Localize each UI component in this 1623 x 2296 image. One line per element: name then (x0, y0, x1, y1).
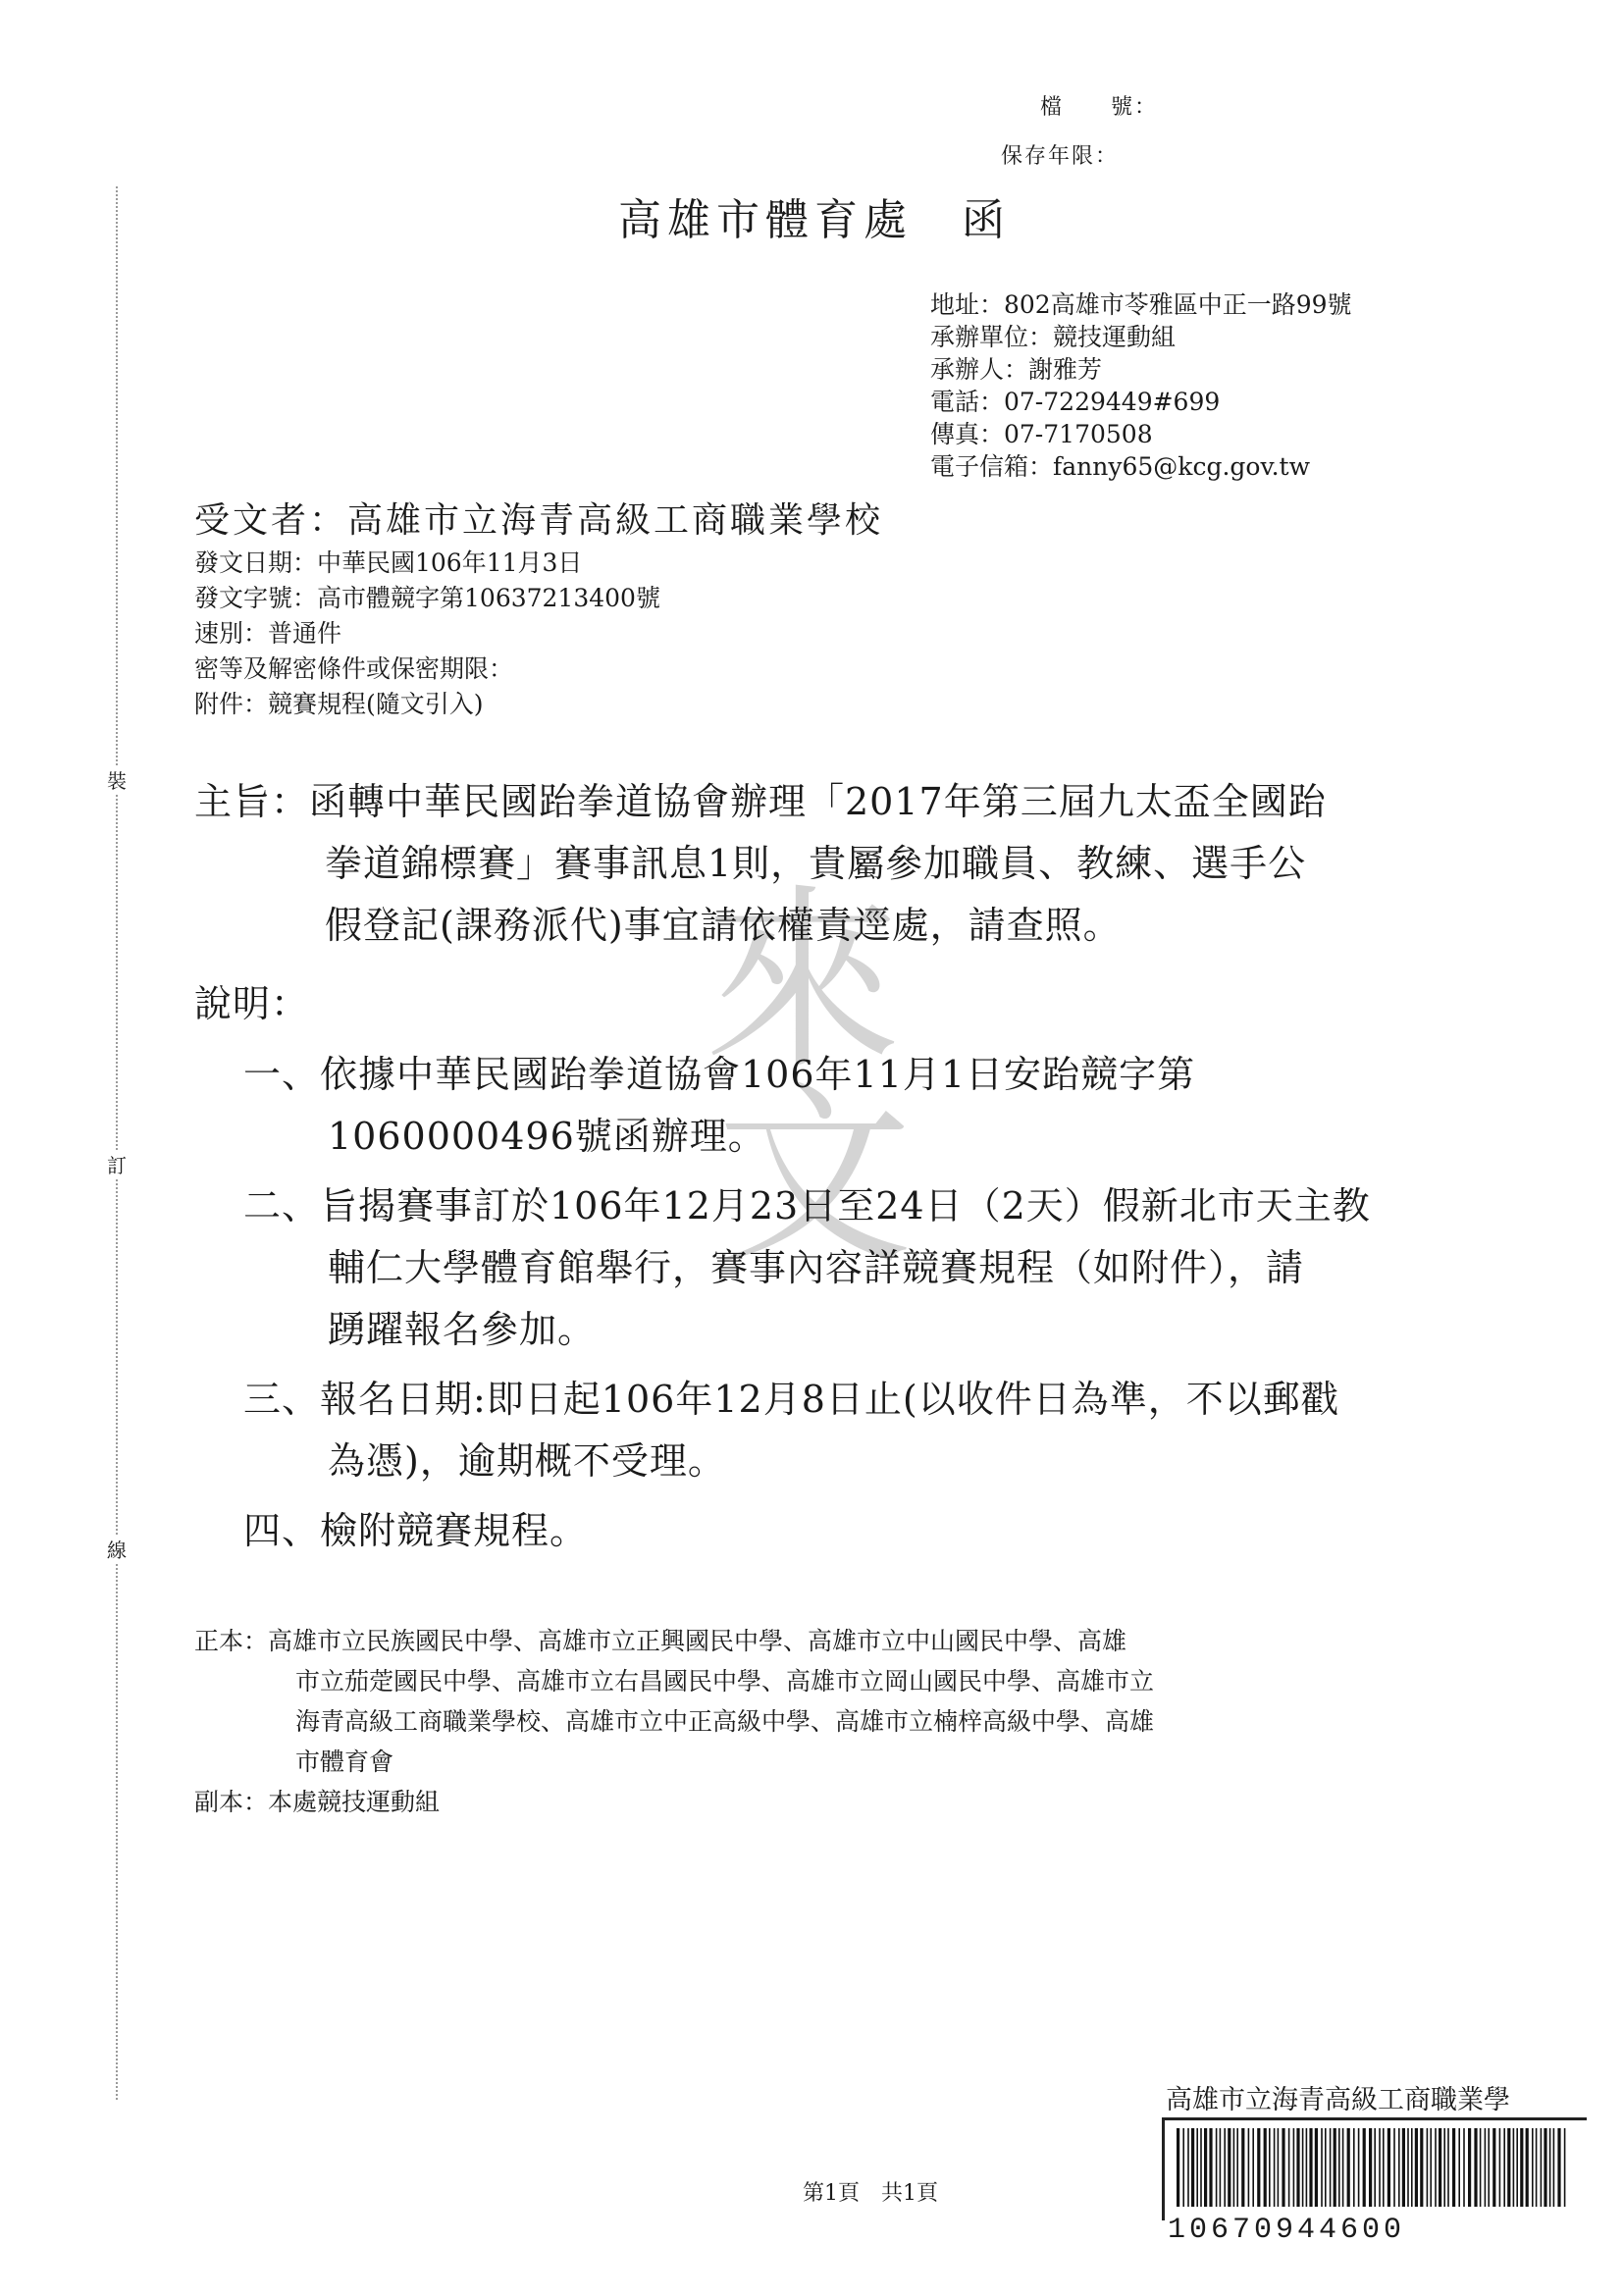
barcode-bar (1407, 2128, 1409, 2207)
barcode-bar (1241, 2128, 1244, 2207)
barcode-bar (1358, 2128, 1360, 2207)
explanation-items (243, 1044, 1371, 1562)
attachment: 附件：競賽規程(隨文引入) (194, 690, 484, 718)
barcode-bar (1564, 2128, 1566, 2207)
contact-address: 地址：802高雄市苓雅區中正一路99號 (930, 290, 1352, 319)
page-number: 第1頁 共1頁 (803, 2181, 938, 2206)
barcode-bar (1402, 2128, 1405, 2207)
barcode-bar (1288, 2128, 1290, 2207)
binding-mark-ding: 訂 (104, 1150, 130, 1178)
barcode-bar (1488, 2128, 1490, 2207)
barcode-bar (1398, 2128, 1400, 2207)
barcode-bar (1544, 2128, 1546, 2207)
list-item: 四、檢附競賽規程。 (243, 1509, 589, 1552)
barcode-bar (1458, 2128, 1460, 2207)
barcode-bar (1228, 2128, 1230, 2207)
barcode-bar (1499, 2128, 1501, 2207)
barcode-bar (1200, 2128, 1202, 2207)
barcode-bar (1204, 2128, 1207, 2207)
barcode-bar (1553, 2128, 1555, 2207)
barcode-bar (1536, 2128, 1538, 2207)
issue-date: 發文日期：中華民國106年11月3日 (194, 548, 583, 577)
barcode-bar (1439, 2128, 1441, 2207)
barcode (1173, 2128, 1595, 2213)
barcode-frame (1162, 2117, 1587, 2220)
barcode-bar (1507, 2128, 1510, 2207)
list-item: 一、依據中華民國跆拳道協會106年11月1日安跆競字第 1060000496號函辦理。 (243, 1053, 1196, 1158)
barcode-bar (1233, 2128, 1235, 2207)
barcode-bar (1474, 2128, 1477, 2207)
barcode-bar (1282, 2128, 1284, 2207)
contact-fax: 傳真：07-7170508 (930, 420, 1153, 448)
barcode-bar (1296, 2128, 1299, 2207)
barcode-bar (1468, 2128, 1471, 2207)
contact-email: 電子信箱：fanny65@kcg.gov.tw (930, 452, 1310, 481)
distribution-main-line: 海青高級工商職業學校、高雄市立中正高級中學、高雄市立楠梓高級中學、高雄 (295, 1707, 1155, 1736)
barcode-bar (1363, 2128, 1366, 2207)
contact-block (930, 288, 1352, 483)
explanation-label: 說明： (194, 982, 310, 1025)
file-number-label: 檔 號： (1040, 95, 1159, 120)
barcode-bar (1187, 2128, 1189, 2207)
barcode-bar (1443, 2128, 1445, 2207)
distribution-block (194, 1621, 1154, 1822)
barcode-bar (1435, 2128, 1437, 2207)
barcode-bar (1236, 2128, 1238, 2207)
barcode-bar (1264, 2128, 1267, 2207)
barcode-bar (1374, 2128, 1376, 2207)
binding-mark-xian: 線 (104, 1535, 130, 1563)
barcode-bar (1480, 2128, 1482, 2207)
barcode-bar (1196, 2128, 1198, 2207)
contact-unit: 承辦單位：競技運動組 (930, 323, 1177, 351)
barcode-bar (1387, 2128, 1390, 2207)
barcode-bar (1209, 2128, 1212, 2207)
document-title: 高雄市體育處 函 (618, 195, 1011, 245)
receipt-stamp-lai: 來 (705, 867, 902, 1096)
barcode-bar (1191, 2128, 1194, 2207)
barcode-bar (1321, 2128, 1323, 2207)
barcode-bar (1485, 2128, 1487, 2207)
barcode-bar (1383, 2128, 1385, 2207)
secrecy-level: 密等及解密條件或保密期限： (194, 654, 514, 683)
barcode-bar (1347, 2128, 1350, 2207)
barcode-bar (1557, 2128, 1560, 2207)
barcode-bar (1430, 2128, 1432, 2207)
barcode-bar (1427, 2128, 1429, 2207)
delivery-speed: 速別：普通件 (194, 619, 342, 648)
distribution-main-line: 市立茄萣國民中學、高雄市立右昌國民中學、高雄市立岡山國民中學、高雄市立 (295, 1667, 1155, 1696)
barcode-bar (1293, 2128, 1295, 2207)
binding-mark-zhuang: 裝 (104, 765, 130, 794)
barcode-bar (1463, 2128, 1465, 2207)
barcode-bar (1532, 2128, 1534, 2207)
barcode-bar (1309, 2128, 1312, 2207)
barcode-bar (1306, 2128, 1308, 2207)
barcode-bar (1513, 2128, 1515, 2207)
barcode-bar (1257, 2128, 1260, 2207)
barcode-bar (1549, 2128, 1551, 2207)
barcode-bar (1379, 2128, 1381, 2207)
barcode-bar (1526, 2128, 1529, 2207)
binding-line (116, 186, 118, 2100)
barcode-number: 10670944600 (1168, 2214, 1406, 2247)
barcode-bar (1369, 2128, 1372, 2207)
barcode-bar (1420, 2128, 1423, 2207)
distribution-main-line: 正本：高雄市立民族國民中學、高雄市立正興國民中學、高雄市立中山國民中學、高雄 (194, 1627, 1127, 1655)
barcode-bar (1330, 2128, 1332, 2207)
contact-handler: 承辦人：謝雅芳 (930, 355, 1103, 384)
barcode-bar (1315, 2128, 1318, 2207)
barcode-bar (1541, 2128, 1543, 2207)
barcode-bar (1224, 2128, 1226, 2207)
barcode-bar (1269, 2128, 1271, 2207)
contact-phone: 電話：07-7229449#699 (930, 388, 1221, 416)
barcode-bar (1516, 2128, 1518, 2207)
barcode-bar (1182, 2128, 1184, 2207)
barcode-bar (1248, 2128, 1250, 2207)
list-item: 二、旨揭賽事訂於106年12月23日至24日（2天）假新北市天主教 輔仁大學體育館舉行，賽事內容詳競賽規程（如附件），請 踴躍報名參加。 (243, 1184, 1371, 1351)
barcode-bar (1274, 2128, 1276, 2207)
barcode-bar (1415, 2128, 1418, 2207)
document-number: 發文字號：高市體競字第10637213400號 (194, 584, 660, 612)
subject-block (194, 771, 1327, 957)
barcode-bar (1338, 2128, 1340, 2207)
barcode-bar (1252, 2128, 1254, 2207)
barcode-bar (1302, 2128, 1304, 2207)
subject-line: 拳道錦標賽」賽事訊息1則，貴屬參加職員、教練、選手公 (325, 842, 1307, 885)
barcode-bar (1278, 2128, 1280, 2207)
recipient: 受文者：高雄市立海青高級工商職業學校 (194, 500, 884, 541)
retention-period-label: 保存年限： (1001, 144, 1120, 169)
distribution-main-line: 市體育會 (295, 1748, 394, 1776)
barcode-bar (1393, 2128, 1395, 2207)
barcode-bar (1216, 2128, 1218, 2207)
barcode-bar (1334, 2128, 1336, 2207)
subject-line: 假登記(課務派代)事宜請依權責逕處，請查照。 (325, 904, 1122, 947)
barcode-bar (1177, 2128, 1179, 2207)
barcode-bar (1447, 2128, 1449, 2207)
receipt-stamp-wen: 文 (716, 1064, 914, 1292)
barcode-school-name: 高雄市立海青高級工商職業學 (1166, 2085, 1510, 2115)
barcode-bar (1503, 2128, 1505, 2207)
barcode-bar (1325, 2128, 1327, 2207)
meta-block (194, 546, 660, 722)
barcode-bar (1220, 2128, 1222, 2207)
subject-line: 主旨：函轉中華民國跆拳道協會辦理「2017年第三屆九太盃全國跆 (194, 780, 1327, 823)
barcode-bar (1452, 2128, 1455, 2207)
barcode-bar (1342, 2128, 1344, 2207)
barcode-bar (1520, 2128, 1523, 2207)
barcode-bar (1492, 2128, 1495, 2207)
barcode-bar (1411, 2128, 1413, 2207)
barcode-bar (1353, 2128, 1355, 2207)
list-item: 三、報名日期:即日起106年12月8日止(以收件日為準，不以郵戳 為憑)，逾期概不受理。 (243, 1378, 1339, 1483)
distribution-copy: 副本：本處競技運動組 (194, 1788, 441, 1816)
